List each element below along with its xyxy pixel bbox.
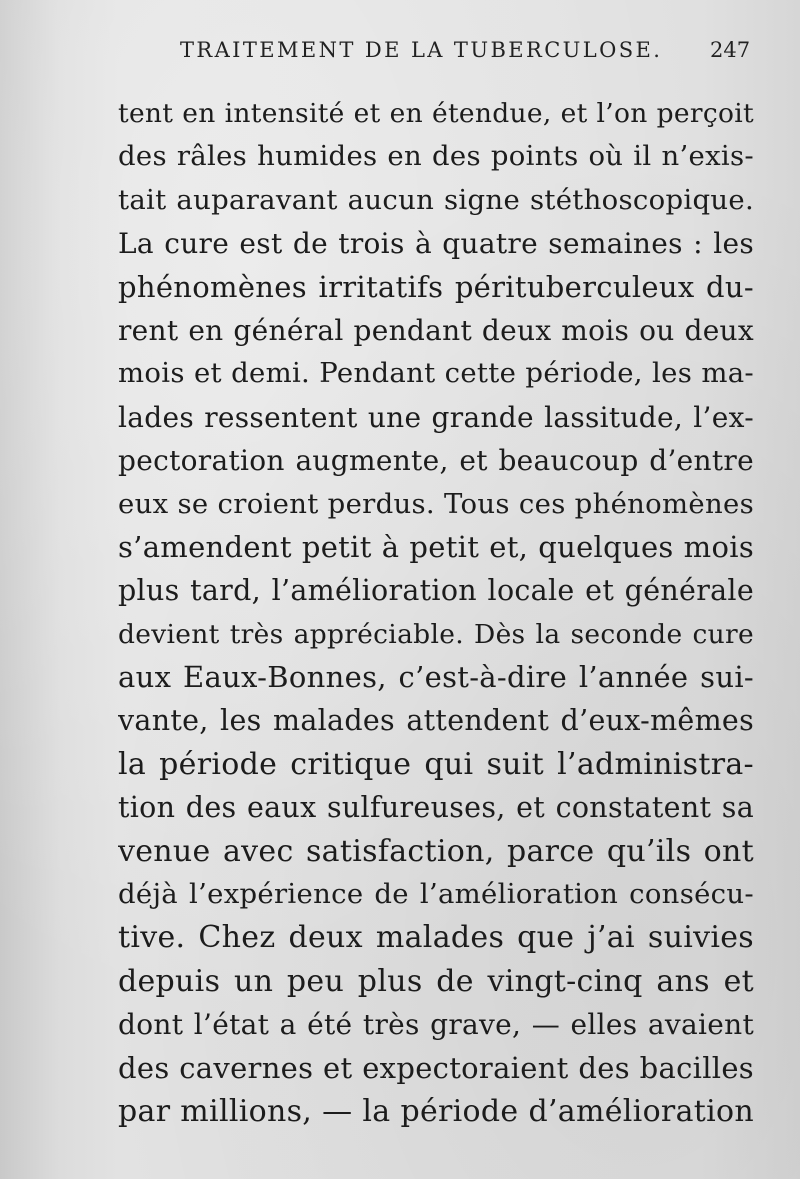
text-line: pectoration augmente, et beaucoup d’entre: [118, 444, 754, 478]
text-line: des râles humides en des points où il n’exis-: [118, 140, 754, 173]
text-line: tion des eaux sulfureuses, et constatent sa: [118, 791, 754, 825]
text-line: eux se croient perdus. Tous ces phénomènes: [118, 487, 754, 520]
text-line: plus tard, l’amélioration locale et générale: [118, 574, 754, 608]
running-title: TRAITEMENT DE LA TUBERCULOSE.: [180, 38, 663, 62]
text-line: vante, les malades attendent d’eux-mêmes: [118, 704, 754, 738]
text-line: depuis un peu plus de vingt-cinq ans et: [118, 963, 754, 999]
text-line: aux Eaux-Bonnes, c’est-à-dire l’année sui-: [118, 660, 754, 695]
text-line: phénomènes irritatifs pérituberculeux du-: [118, 269, 754, 304]
text-line: devient très appréciable. Dès la seconde cure: [118, 618, 754, 650]
text-line: tent en intensité et en étendue, et l’on perçoit: [118, 98, 754, 129]
text-line: rent en général pendant deux mois ou deux: [118, 313, 754, 347]
text-line: tait auparavant aucun signe stéthoscopique.: [118, 183, 754, 216]
page-number: 247: [710, 38, 751, 62]
text-line: déjà l’expérience de l’amélioration consécu-: [118, 878, 754, 911]
text-line: mois et demi. Pendant cette période, les ma-: [118, 357, 754, 390]
text-line: la période critique qui suit l’administra-: [118, 746, 754, 782]
page-header: [0, 38, 800, 78]
text-line: venue avec satisfaction, parce qu’ils ont: [118, 833, 754, 869]
text-line: La cure est de trois à quatre semaines : les: [118, 227, 754, 261]
text-line: par millions, — la période d’amélioration: [118, 1093, 754, 1129]
text-line: des cavernes et expectoraient des bacilles: [118, 1050, 754, 1085]
text-line: tive. Chez deux malades que j’ai suivies: [118, 920, 754, 956]
text-line: dont l’état a été très grave, — elles avaient: [118, 1008, 754, 1042]
body-text: [118, 92, 754, 1133]
text-line: s’amendent petit à petit et, quelques mois: [118, 529, 754, 564]
text-line: lades ressentent une grande lassitude, l’ex-: [118, 400, 754, 434]
